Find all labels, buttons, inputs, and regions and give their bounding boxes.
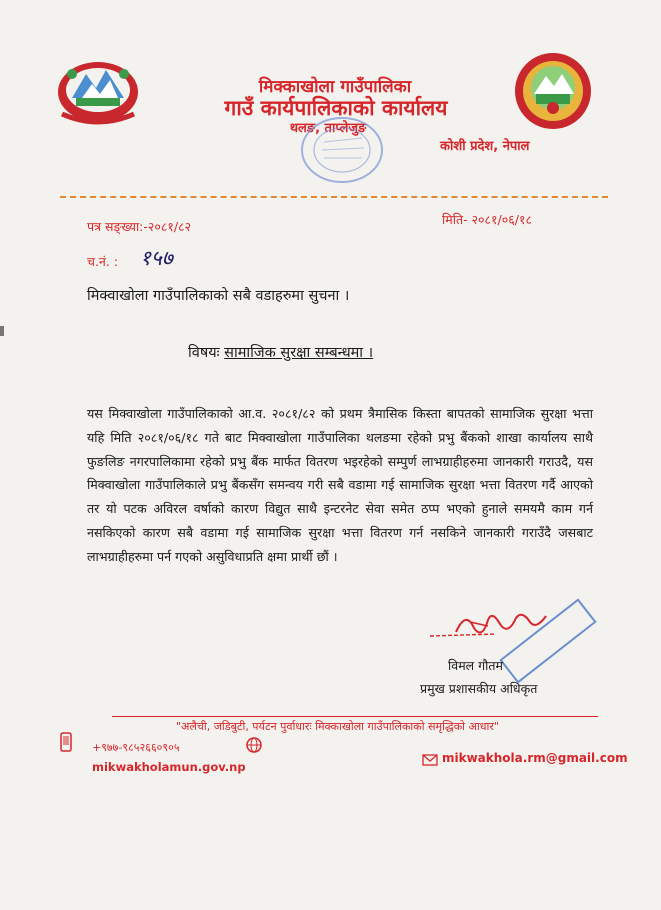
nepal-emblem-icon <box>52 54 144 126</box>
office-location: थलङ, ताप्लेजुङ <box>289 121 367 136</box>
municipality-logo-icon <box>512 50 594 132</box>
header-divider <box>60 196 608 198</box>
office-name: गाउँ कार्यपालिकाको कार्यालय <box>224 96 448 120</box>
margin-mark <box>0 326 4 336</box>
municipality-name: मिक्काखोला गाउँपालिका <box>258 77 412 97</box>
subject-text: सामाजिक सुरक्षा सम्बन्धमा । <box>224 345 374 361</box>
office-seal-icon <box>292 116 392 186</box>
subject-line <box>188 342 373 362</box>
signatory-name: विमल गौतम <box>448 658 503 673</box>
province-label: कोशी प्रदेश, नेपाल <box>440 139 530 154</box>
footer-slogan: "अलैची, जडिबुटी, पर्यटन पुर्वाधारः मिक्काखोला गाउँपालिकाको समृद्धिको आधार" <box>176 720 499 733</box>
dispatch-number: १५७ <box>140 246 173 270</box>
reference-number: पत्र सङ्ख्या:-२०८१/८२ <box>87 219 192 234</box>
footer-email[interactable]: mikwakhola.rm@gmail.com <box>442 751 628 765</box>
phone-icon <box>60 732 72 752</box>
signatory-title: प्रमुख प्रशासकीय अधिकृत <box>420 681 538 696</box>
letter-date: मिति- २०८१/०६/१८ <box>442 212 532 227</box>
subject-prefix: विषयः <box>188 345 220 361</box>
notice-recipient: मिक्वाखोला गाउँपालिकाको सबै वडाहरुमा सुचना । <box>87 288 350 304</box>
footer-divider <box>112 716 598 717</box>
globe-icon <box>246 737 262 753</box>
mail-icon <box>422 754 438 766</box>
footer-website[interactable]: mikwakholamun.gov.np <box>92 760 246 774</box>
dispatch-number-label: च.नं. : <box>87 254 119 269</box>
footer-phone: +९७७-९८५२६६०९०५ <box>92 741 180 754</box>
letter-body: यस मिक्वाखोला गाउँपालिकाको आ.व. २०८१/८२ को प्रथम त्रैमासिक किस्ता बापतको सामाजिक सुरक्षा भत्ता यहि मिति २०८१/०६/१८ गते बाट मिक्वाखोला गाउँपालिका थलङमा रहेको प्रभु बैंकको शाखा कार्यालय साथै फुङलिङ नगरपालिकामा रहेको प्रभु बैंक मार्फत वितरण भइरहेको सम्पुर्ण लाभग्राहीहरुमा जानकारी गराउदै, यस मिक्वाखोला गाउँपालिकाले प्रभु बैंकसँग समन्वय गरी सबै वडामा गई सामाजिक सुरक्षा भत्ता वितरण गर्दै आएको तर यो पटक अविरल वर्षाको कारण विद्युत साथै इन्टरनेट सेवा समेत ठप्प भएको हुनाले समयमै काम गर्न नसकिएको कारण सबै वडामा गई सामाजिक सुरक्षा भत्ता वितरण गर्न नसकिने जानकारी गराउँदै जसबाट लाभग्राहीहरुमा पर्न गएको असुविधाप्रति क्षमा प्रार्थी छौं । <box>87 406 593 564</box>
